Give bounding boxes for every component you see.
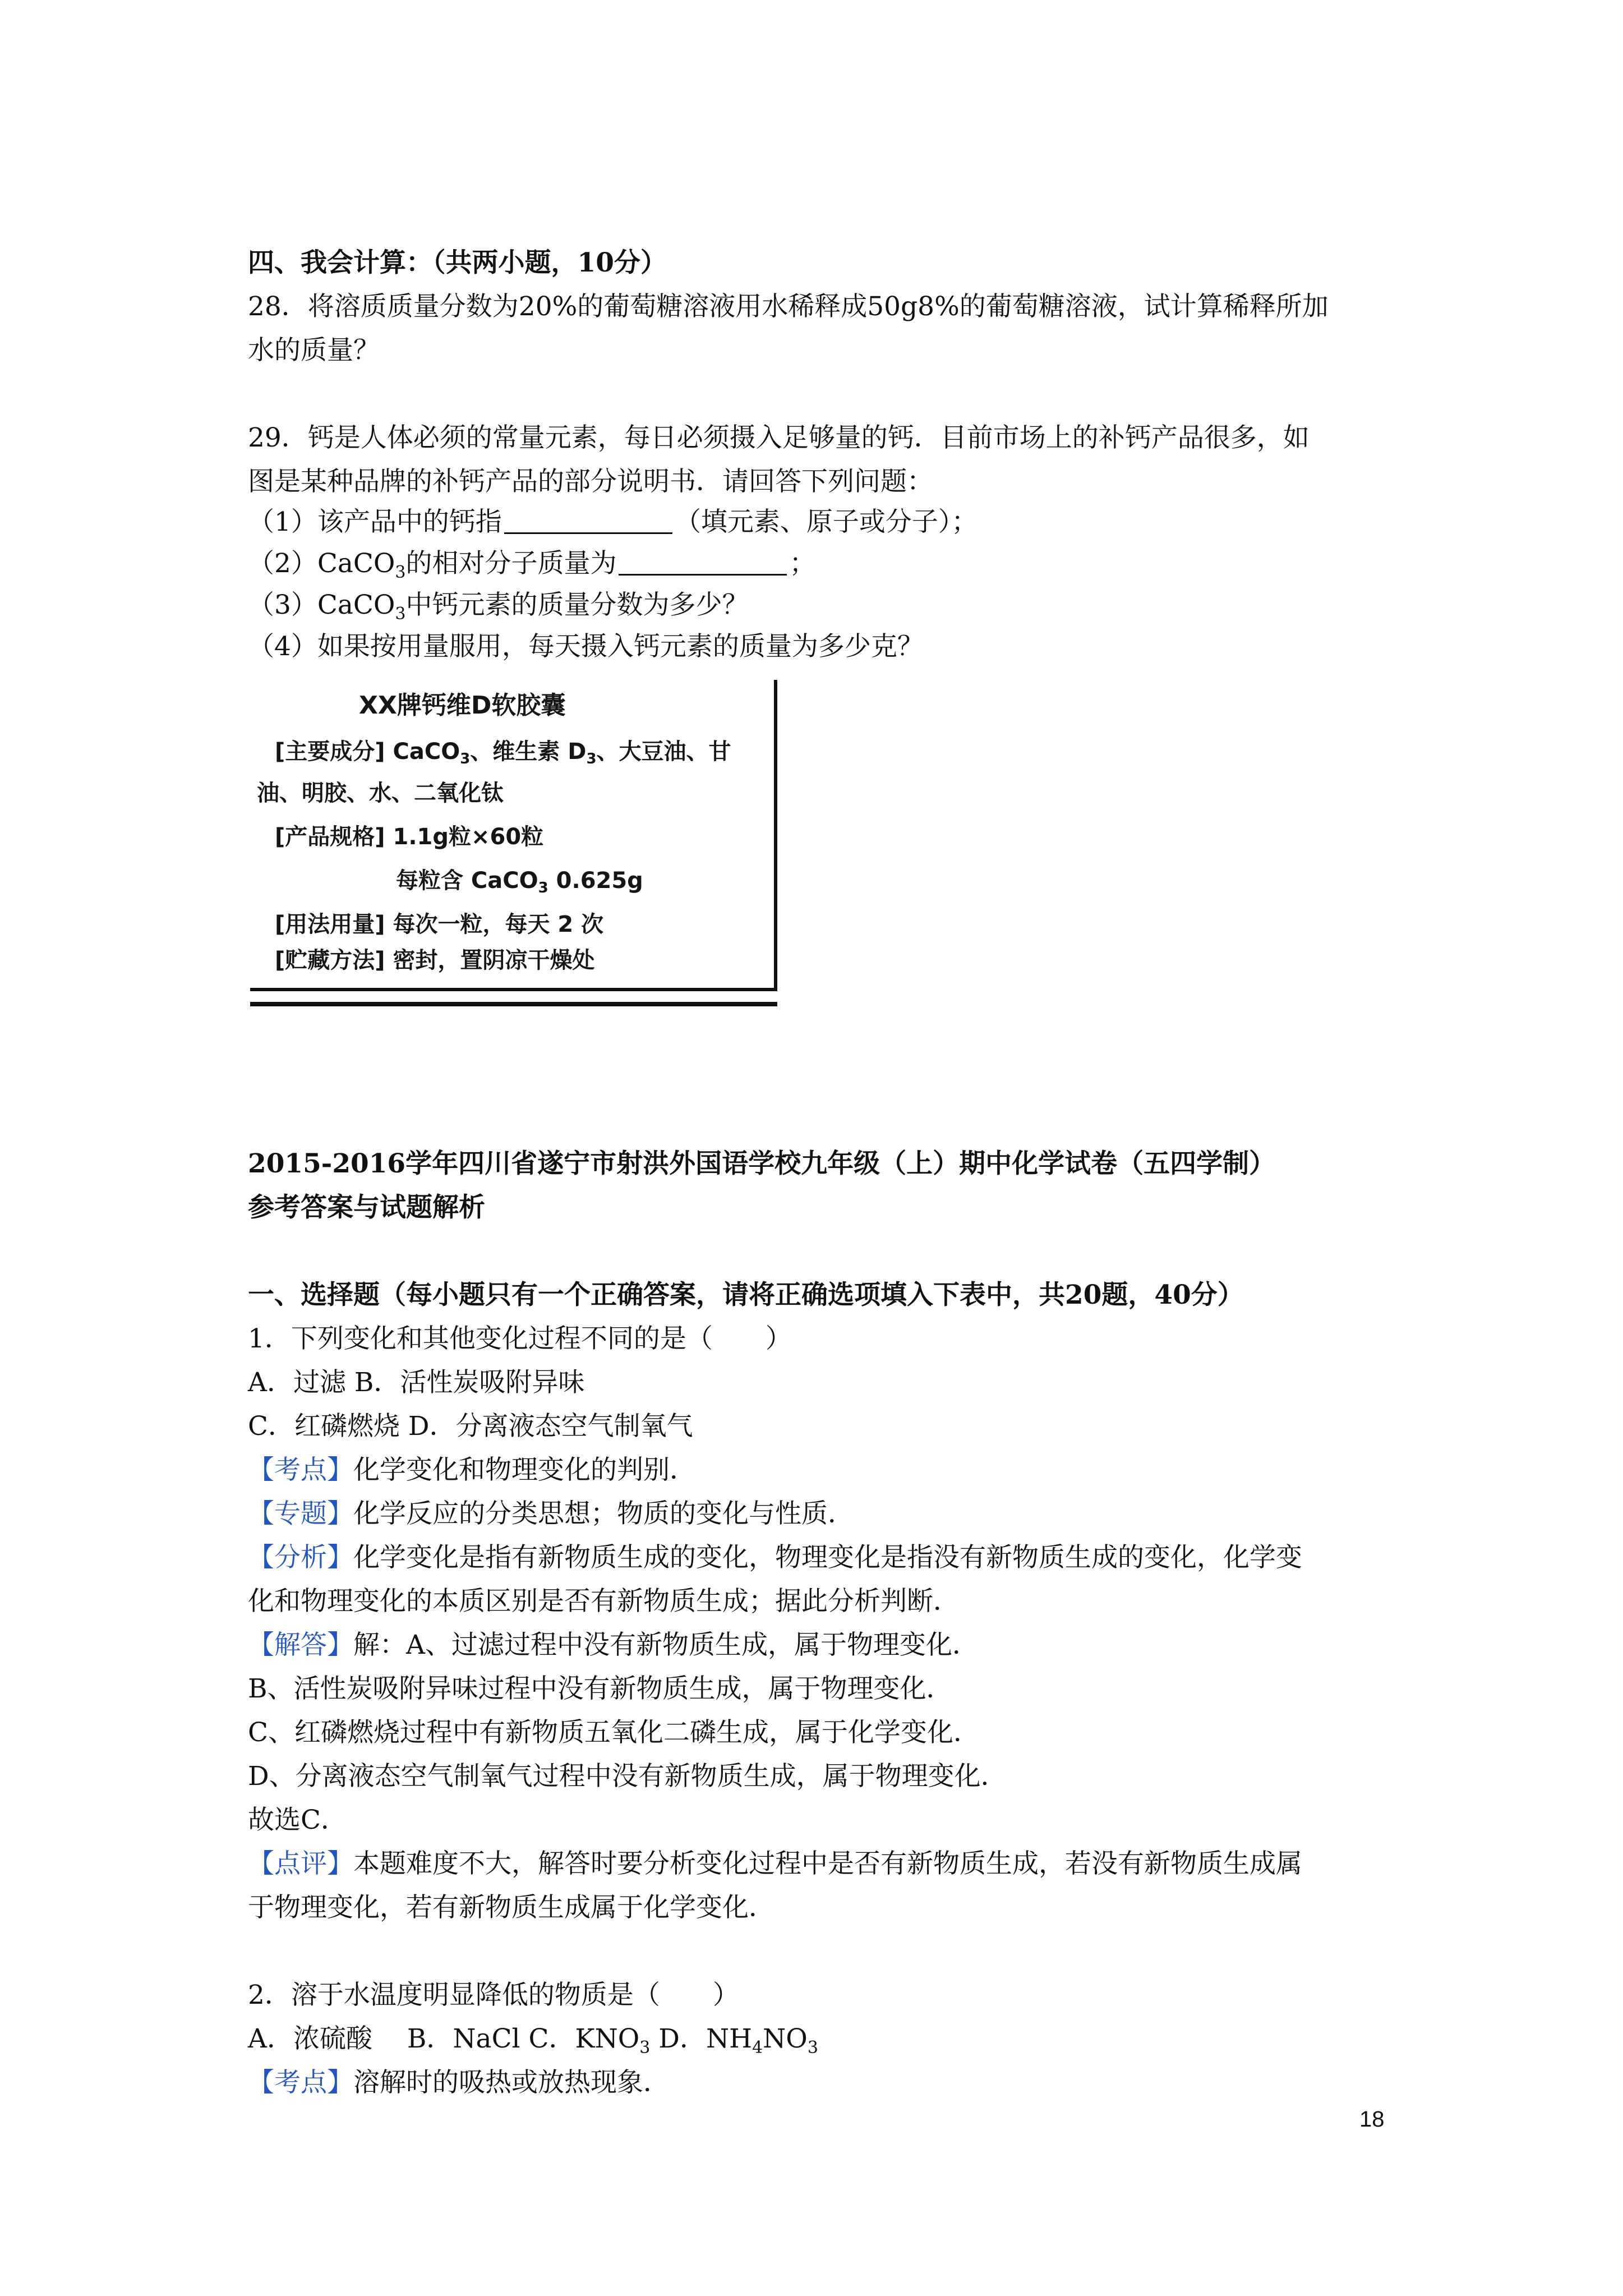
q1-jieda-line4: D、分离液态空气制氧气过程中没有新物质生成，属于物理变化． xyxy=(248,1761,1007,1792)
q1-dianping-line2: 于物理变化，若有新物质生成属于化学变化． xyxy=(248,1892,775,1923)
label-ingredients-text3: 、大豆油、甘 xyxy=(596,739,731,765)
label-usage: [用法用量] 每次一粒，每天 2 次 xyxy=(275,912,604,937)
q2-options xyxy=(248,2017,1392,2061)
answer-blank-1 xyxy=(504,508,672,534)
q1-options-ab: A．过滤 B．活性炭吸附异味 xyxy=(248,1367,585,1398)
q29-line1: 29．钙是人体必须的常量元素，每日必须摄入足够量的钙．目前市场上的补钙产品很多，如 xyxy=(248,422,1310,453)
label-ingredients-line2: 油、明胶、水、二氧化钛 xyxy=(257,780,504,806)
tag-jieda: 【解答】 xyxy=(248,1630,353,1660)
q29-sub2-subscript: 3 xyxy=(395,563,406,582)
q1-jieda xyxy=(248,1623,1392,1667)
page-number: 18 xyxy=(1359,2107,1385,2132)
label-per-pill-text: 每粒含 CaCO xyxy=(396,868,538,894)
q29-sub2-end: ； xyxy=(789,548,816,579)
q29-sub1-hint: （填元素、原子或分子）； xyxy=(674,507,978,537)
tag-kaodian: 【考点】 xyxy=(248,1455,353,1485)
q1-jieda-line2: B、活性炭吸附异味过程中没有新物质生成，属于物理变化． xyxy=(248,1673,953,1704)
product-label-underline xyxy=(250,1002,777,1006)
q29-sub3-subscript: 3 xyxy=(395,604,406,624)
q1-kaodian xyxy=(248,1448,1392,1492)
section4-heading: 四、我会计算：（共两小题，10分） xyxy=(248,247,667,278)
q1-fenxi-line2: 化和物理变化的本质区别是否有新物质生成；据此分析判断． xyxy=(248,1586,960,1617)
q1-jieda-text: 解：A、过滤过程中没有新物质生成，属于物理变化． xyxy=(353,1630,979,1660)
q28-line1: 28．将溶质质量分数为20%的葡萄糖溶液用水稀释成50g8%的葡萄糖溶液，试计算稀释所加 xyxy=(248,291,1329,322)
label-per-pill xyxy=(396,864,643,898)
q2-opt-d-sub2: 3 xyxy=(807,2038,818,2058)
answer-blank-2 xyxy=(619,549,787,576)
q28-line2: 水的质量？ xyxy=(248,335,380,366)
q1-fenxi xyxy=(248,1536,1392,1580)
q1-answer: 故选C． xyxy=(248,1805,347,1835)
q2-opt-c-sub: 3 xyxy=(639,2038,651,2058)
label-ingredients-text2: 、维生素 D xyxy=(470,739,587,765)
label-spec: [产品规格] 1.1g粒×60粒 xyxy=(275,824,544,850)
q29-sub2 xyxy=(248,542,1392,586)
q29-sub3 xyxy=(248,583,1392,627)
label-storage: [贮藏方法] 密封，置阴凉干燥处 xyxy=(275,947,595,973)
q1-dianping-text: 本题难度不大，解答时要分析变化过程中是否有新物质生成，若没有新物质生成属 xyxy=(353,1848,1302,1879)
label-ingredients-sub: 3 xyxy=(460,751,471,767)
tag-kaodian-q2: 【考点】 xyxy=(248,2067,353,2098)
q2-options-text: A．浓硫酸 B．NaCl C．KNO xyxy=(248,2023,640,2054)
label-per-pill-value: 0.625g xyxy=(548,868,643,894)
q29-line2: 图是某种品牌的补钙产品的部分说明书．请回答下列问题： xyxy=(248,466,933,497)
q1-options-cd: C．红磷燃烧 D．分离液态空气制氧气 xyxy=(248,1411,693,1442)
q29-sub1 xyxy=(248,500,1392,544)
tag-dianping: 【点评】 xyxy=(248,1848,353,1879)
q29-sub4: （4）如果按用量服用，每天摄入钙元素的质量为多少克？ xyxy=(248,631,924,662)
q1-zhuanti-text: 化学反应的分类思想；物质的变化与性质． xyxy=(353,1498,854,1529)
q2-kaodian-text: 溶解时的吸热或放热现象． xyxy=(353,2067,670,2098)
q1-fenxi-text: 化学变化是指有新物质生成的变化，物理变化是指没有新物质生成的变化，化学变 xyxy=(353,1542,1302,1573)
q2-opt-d-text: D．NH xyxy=(650,2023,753,2054)
section1-heading: 一、选择题（每小题只有一个正确答案，请将正确选项填入下表中，共20题，40分） xyxy=(248,1280,1244,1310)
q29-sub2-text: （2）CaCO xyxy=(248,548,395,579)
answer-subtitle: 参考答案与试题解析 xyxy=(248,1192,485,1223)
q29-sub1-text: （1）该产品中的钙指 xyxy=(248,507,502,537)
q29-sub3-text: （3）CaCO xyxy=(248,590,395,620)
q2-opt-d-mid: NO xyxy=(763,2023,808,2054)
q1-jieda-line3: C、红磷燃烧过程中有新物质五氧化二磷生成，属于化学变化． xyxy=(248,1717,980,1748)
q29-sub3-text2: 中钙元素的质量分数为多少？ xyxy=(405,590,749,620)
label-ingredients-sub2: 3 xyxy=(586,751,597,767)
q2-kaodian xyxy=(248,2061,1392,2105)
q2-opt-d-sub1: 4 xyxy=(752,2038,763,2058)
q1-dianping xyxy=(248,1842,1392,1886)
tag-zhuanti: 【专题】 xyxy=(248,1498,353,1529)
q2-stem: 2．溶于水温度明显降低的物质是（ ） xyxy=(248,1980,739,2010)
label-ingredients-text: [主要成分] CaCO xyxy=(275,739,460,765)
answer-title: 2015-2016学年四川省遂宁市射洪外国语学校九年级（上）期中化学试卷（五四学制） xyxy=(248,1148,1276,1179)
label-per-pill-sub: 3 xyxy=(538,880,548,896)
q1-zhuanti xyxy=(248,1492,1392,1536)
q29-sub2-text2: 的相对分子质量为 xyxy=(405,548,617,579)
q1-kaodian-text: 化学变化和物理变化的判别． xyxy=(353,1455,696,1485)
label-ingredients xyxy=(275,735,731,769)
tag-fenxi: 【分析】 xyxy=(248,1542,353,1573)
q1-stem: 1．下列变化和其他变化过程不同的是（ ） xyxy=(248,1323,792,1354)
label-title: XX牌钙维D软胶囊 xyxy=(359,691,566,720)
